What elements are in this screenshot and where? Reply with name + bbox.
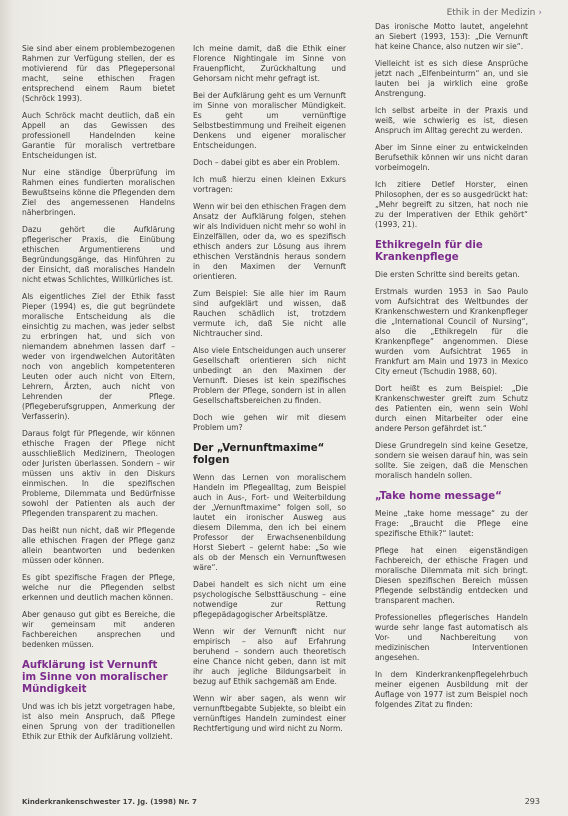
column-1 xyxy=(22,44,175,749)
paragraph: Ich zitiere Detlef Horster, einen Philosophen, der es so ausgedrückt hat: „Mehr begreift zu sitzen, hat noch nie zu der Imperativen der Ethik gehört“ (1993, 21). xyxy=(375,180,528,229)
section-heading-aufklaerung: Aufklärung ist Vernunft im Sinne von moralischer Mündigkeit xyxy=(22,660,168,695)
paragraph: Wenn wir bei den ethischen Fragen dem Ansatz der Aufklärung folgen, stehen wir als Individuen nicht mehr so wohl in Einzelfällen, oder da, wo es spezifisch ethisch anders zur Lösung aus ihrem ethischen Verständnis heraus sondern in den Maximen der Vernunft orientieren. xyxy=(193,202,346,281)
paragraph: Diese Grundregeln sind keine Gesetze, sondern sie weisen darauf hin, was sein sollte. Sie zeigen, daß die Menschen moralisch handeln sollen. xyxy=(375,441,528,480)
section-heading-ethikregeln: Ethikregeln für die Krankenpflege xyxy=(375,240,483,263)
paragraph: Erstmals wurden 1953 in Sao Paulo vom Aufsichtrat des Weltbundes der Krankenschwestern und Krankenpfleger die „International Council of Nursing“, also die „Ethikregeln für die Krankenpflege“ angenommen. Diese wurden vom Aufsichtrat 1965 in Frankfurt am Main und 1973 in Mexico City erneut (Tschudin 1988, 60). xyxy=(375,287,528,376)
paragraph: Zum Beispiel: Sie alle hier im Raum sind aufgeklärt und wissen, daß Rauchen schädlich ist, trotzdem vermute ich, daß Sie nicht alle Nichtraucher sind. xyxy=(193,289,346,338)
paragraph: Dazu gehört die Aufklärung pflegerischer Praxis, die Einübung ethischen Argumentierens und Begründungsgänge, das Hinführen zu der Einsicht, daß moralisches Handeln nicht etwas Schlichtes, Willkürliches ist. xyxy=(22,225,175,284)
page-number: 293 xyxy=(524,797,540,806)
paragraph: Ich selbst arbeite in der Praxis und weiß, wie schwierig es ist, diesen Anspruch im Alltag gerecht zu werden. xyxy=(375,106,528,135)
paragraph: Bei der Aufklärung geht es um Vernunft im Sinne von moralischer Mündigkeit. Es geht um vernünftige Selbstbestimmung und Freiheit eigenen Denkens und eigener moralischer Entscheidungen. xyxy=(193,91,346,150)
paragraph: Wenn wir aber sagen, als wenn wir vernunftbegabte Subjekte, so bleibt ein vernünftiges Handeln zumindest einer Rechtfertigung und wird nicht zu Norm. xyxy=(193,694,346,733)
paragraph: Auch Schröck macht deutlich, daß ein Appell an das Gewissen des professionell Handelnden keine Garantie für moralisch vertretbare Entscheidungen ist. xyxy=(22,111,175,160)
journal-citation: Kinderkrankenschwester 17. Jg. (1998) Nr. 7 xyxy=(22,798,197,806)
paragraph: Wenn wir der Vernunft nicht nur empirisch – also auf Erfahrung beruhend – sondern auch theoretisch eine Chance nicht geben, dann ist mit ihr auch jegliche Bildungsarbeit in bezug auf Ethik sachgemäß am Ende. xyxy=(193,627,346,686)
paragraph: Dabei handelt es sich nicht um eine psychologische Selbsttäuschung – eine notwendige zur Rettung pflegepädagogischer Arbeitsplätze. xyxy=(193,580,346,619)
paragraph: Ich muß hierzu einen kleinen Exkurs vortragen: xyxy=(193,175,346,194)
section-heading-vernunftmaxime: Der „Vernunftmaxime“ folgen xyxy=(193,443,325,466)
paragraph: Die ersten Schritte sind bereits getan. xyxy=(375,270,520,279)
paragraph: Vielleicht ist es sich diese Ansprüche jetzt nach „Elfenbeinturm“ an, und sie lauten bei ja wirklich eine große Anstrengung. xyxy=(375,59,528,98)
paragraph: Professionelles pflegerisches Handeln wurde sehr lange fast automatisch als Vor- und Nachbereitung von medizinischen Interventionen angesehen. xyxy=(375,613,528,662)
paragraph: Nur eine ständige Überprüfung im Rahmen eines fundierten moralischen Bewußtseins könne die Pflegenden dem Ziel des angemessenen Handelns näherbringen. xyxy=(22,168,175,217)
paragraph: Als eigentliches Ziel der Ethik fasst Pieper (1994) es, die gut begründete moralische Entscheidung als die einsichtig zu machen, was jeder selbst zu erbringen hat, und sich von niemandem abnehmen lassen darf – weder von irgendwelchen Autoritäten noch von angeblich kompetenteren Leuten oder auch nicht von Eltern, Lehrern, Ärzten, auch nicht von Lehrenden der Pflege. (Pflegeberufsgruppen, Anmerkung der Verfasserin). xyxy=(22,292,175,421)
paragraph: Das ironische Motto lautet, angelehnt an Siebert (1993, 153): „Die Vernunft hat keine Chance, also nutzen wir sie“. xyxy=(375,22,528,51)
paragraph: Und was ich bis jetzt vorgetragen habe, ist also mein Anspruch, daß Pflege einen Sprung von der traditionellen Ethik zur Ethik der Aufklärung vollzieht. xyxy=(22,702,175,741)
paragraph: Wenn das Lernen von moralischem Handeln im Pflegealltag, zum Beispiel auch in Aus-, Fort- und Weiterbildung der „Vernunftmaxime“ folgen soll, so lautet ein ironischer Ausweg aus diesem Dilemma, den ich bei einem Professor der Erwachsenenbildung Horst Siebert – gelernt habe: „So wie als ob der Mensch ein Vernunftwesen wäre“. xyxy=(193,473,346,572)
paragraph: Sie sind aber einem problembezogenen Rahmen zur Verfügung stellen, der es motivierend für das Pflegepersonal macht, seine ethischen Fragen entsprechend einem Raum bietet (Schröck 1993). xyxy=(22,44,175,103)
running-head xyxy=(447,8,542,18)
chevron-right-icon: › xyxy=(538,8,542,18)
paragraph: Daraus folgt für Pflegende, wir können ethische Fragen der Pflege nicht ausschließlich Medizinern, Theologen oder Juristen überlassen. Sondern – wir müssen uns aktiv in den Diskurs einmischen. In die spezifischen Probleme, Dilemmata und Bedürfnisse sowohl der Patienten als auch der Pflegenden transparent zu machen. xyxy=(22,429,175,518)
column-2 xyxy=(193,44,346,741)
paragraph: In dem Kinderkrankenpflegelehrbuch meiner eigenen Ausbildung mit der Auflage von 1977 ist zum Beispiel noch folgendes Zitat zu finden: xyxy=(375,670,528,709)
paragraph: Dort heißt es zum Beispiel: „Die Krankenschwester greift zum Schutz des Patienten ein, wenn sein Wohl durch einen Mitarbeiter oder eine andere Person gefährdet ist.“ xyxy=(375,384,528,433)
paragraph: Also viele Entscheidungen auch unserer Gesellschaft orientieren sich nicht unbedingt an den Maximen der Vernunft. Dieses ist kein spezifisches Problem der Pflege, sondern ist in allen Gesellschaftsbereichen zu finden. xyxy=(193,346,346,405)
journal-footer xyxy=(22,798,197,806)
paragraph: Aber genauso gut gibt es Bereiche, die wir gemeinsam mit anderen Fachbereichen ansprechen und bedenken müssen. xyxy=(22,610,175,649)
paragraph: Aber im Sinne einer zu entwickelnden Berufsethik können wir uns nicht daran vorbeimogeln. xyxy=(375,143,528,172)
paragraph: Meine „take home message“ zu der Frage: „Braucht die Pflege eine spezifische Ethik?“ lautet: xyxy=(375,509,528,538)
paragraph: Das heißt nun nicht, daß wir Pflegende alle ethischen Fragen der Pflege ganz allein beantworten und bedenken müssen oder können. xyxy=(22,526,175,565)
paragraph: Pflege hat einen eigenständigen Fachbereich, der ethische Fragen und moralische Dilemmata mit sich bringt. Diesen spezifischen Bereich müssen Pflegende selbständig entdecken und transparent machen. xyxy=(375,546,528,605)
running-title: Ethik in der Medizin xyxy=(446,8,536,18)
paragraph: Doch wie gehen wir mit diesem Problem um? xyxy=(193,413,346,432)
column-3 xyxy=(375,22,528,717)
paragraph: Ich meine damit, daß die Ethik einer Florence Nightingale im Sinne von Frauenpflicht, Zurückhaltung und Gehorsam nicht mehr gefragt ist. xyxy=(193,44,346,83)
paragraph: Doch – dabei gibt es aber ein Problem. xyxy=(193,158,340,167)
paragraph: Es gibt spezifische Fragen der Pflege, welche nur die Pflegenden selbst erkennen und deutlich machen können. xyxy=(22,573,175,602)
section-heading-take-home: „Take home message“ xyxy=(375,491,502,502)
